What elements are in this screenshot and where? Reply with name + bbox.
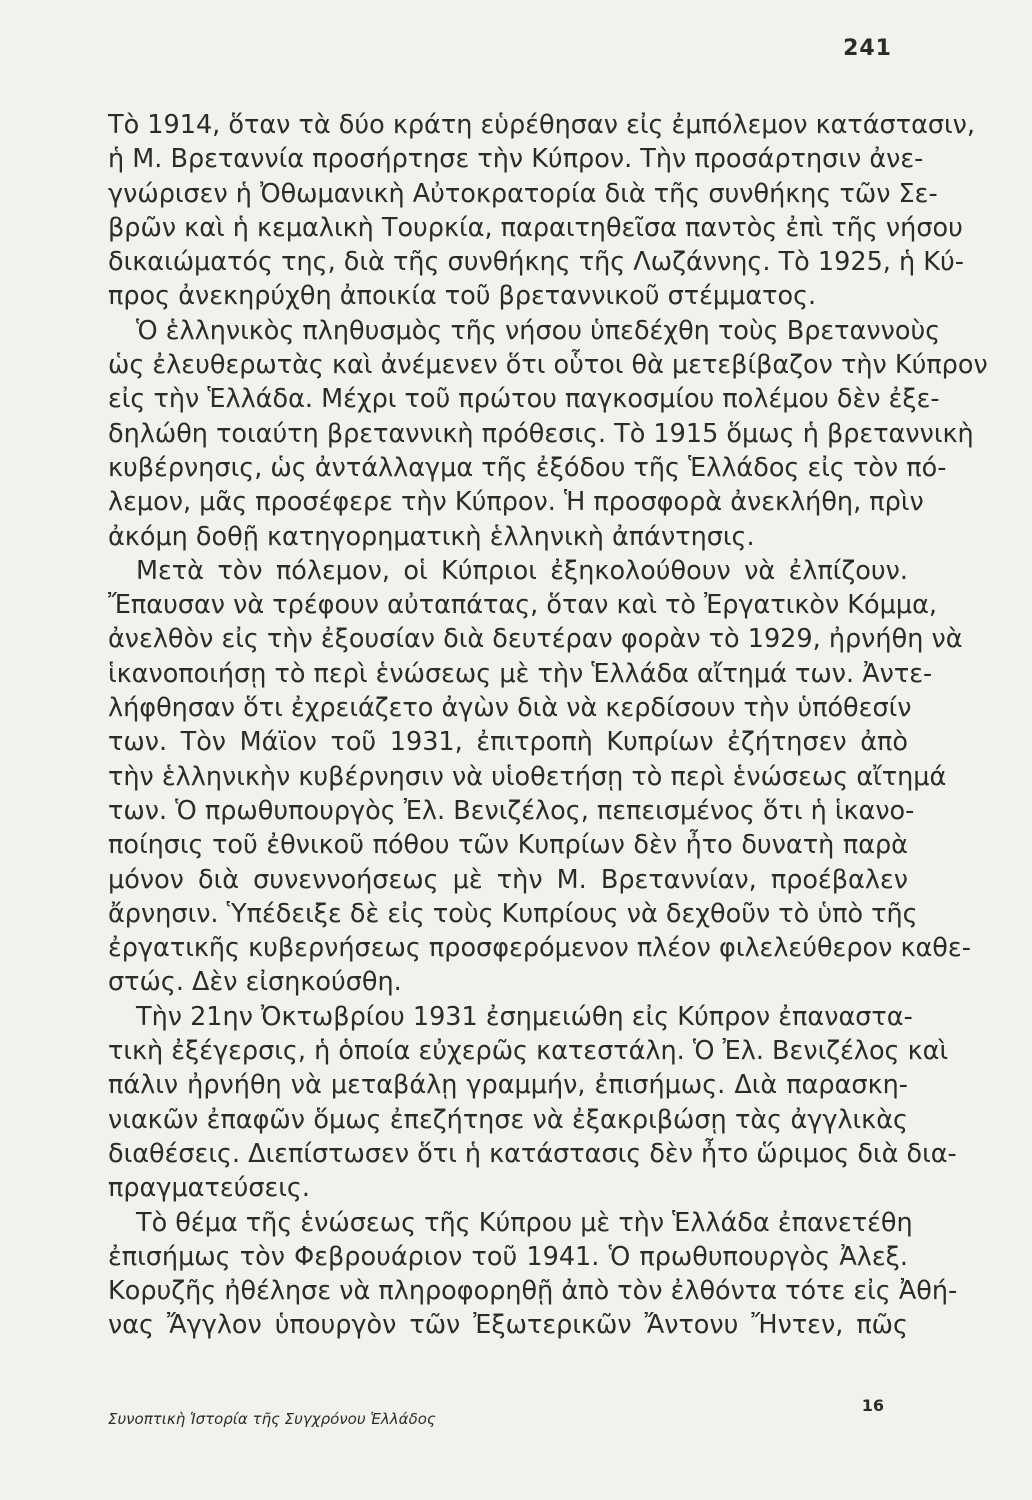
text-line: λεμον, μᾶς προσέφερε τὴν Κύπρον. Ἡ προσφορὰ ἀνεκλήθη, πρὶν [108, 487, 924, 518]
printer-signature-mark: 16 [861, 1396, 884, 1415]
text-line: νιακῶν ἐπαφῶν ὅμως ἐπεζήτησε νὰ ἐξακριβώσῃ τὰς ἀγγλικὰς [108, 1104, 908, 1135]
text-line: τικὴ ἐξέγερσις, ἡ ὁποία εὐχερῶς κατεστάλη. Ὁ Ἐλ. Βενιζέλος καὶ [108, 1036, 949, 1067]
text-line: δηλώθη τοιαύτη βρεταννικὴ πρόθεσις. Τὸ 1915 ὅμως ἡ βρεταννικὴ [108, 418, 974, 449]
text-line: των. Τὸν Μάϊον τοῦ 1931, ἐπιτροπὴ Κυπρίων ἐζήτησεν ἀπὸ [108, 727, 908, 758]
text-line: Ἔπαυσαν νὰ τρέφουν αὐταπάτας, ὅταν καὶ τὸ Ἐργατικὸν Κόμμα, [108, 590, 937, 621]
text-line: ποίησις τοῦ ἐθνικοῦ πόθου τῶν Κυπρίων δὲν ἦτο δυνατὴ παρὰ [108, 830, 908, 861]
text-line: Μετὰ τὸν πόλεμον, οἱ Κύπριοι ἐξηκολούθουν νὰ ἐλπίζουν. [136, 555, 908, 586]
text-line: διαθέσεις. Διεπίστωσεν ὅτι ἡ κατάστασις δὲν ἦτο ὥριμος διὰ δια- [108, 1138, 957, 1169]
text-line: Τὸ θέμα τῆς ἑνώσεως τῆς Κύπρου μὲ τὴν Ἑλλάδα ἐπανετέθη [136, 1207, 913, 1238]
text-line: λήφθησαν ὅτι ἐχρειάζετο ἀγὼν διὰ νὰ κερδίσουν τὴν ὑπόθεσίν [108, 693, 912, 724]
text-line: ἐπισήμως τὸν Φεβρουάριον τοῦ 1941. Ὁ πρωθυπουργὸς Ἀλεξ. [108, 1241, 908, 1272]
text-line: μόνον διὰ συνεννοήσεως μὲ τὴν Μ. Βρεταννίαν, προέβαλεν [108, 864, 908, 895]
text-line: των. Ὁ πρωθυπουργὸς Ἐλ. Βενιζέλος, πεπεισμένος ὅτι ἡ ἱκανο- [108, 795, 915, 826]
text-line: ἡ Μ. Βρεταννία προσήρτησε τὴν Κύπρον. Τὴν προσάρτησιν ἀνε- [108, 144, 924, 175]
text-line: κυβέρνησις, ὡς ἀντάλλαγμα τῆς ἐξόδου τῆς Ἑλλάδος εἰς τὸν πό- [108, 452, 947, 483]
text-line: Τὴν 21ην Ὀκτωβρίου 1931 ἐσημειώθη εἰς Κύπρον ἐπαναστα- [136, 1001, 913, 1032]
text-line: γνώρισεν ἡ Ὀθωμανικὴ Αὐτοκρατορία διὰ τῆς συνθήκης τῶν Σε- [108, 178, 938, 209]
text-line: ἄρνησιν. Ὑπέδειξε δὲ εἰς τοὺς Κυπρίους νὰ δεχθοῦν τὸ ὑπὸ τῆς [108, 898, 918, 929]
text-line: πραγματεύσεις. [108, 1173, 311, 1204]
text-line: Ὁ ἑλληνικὸς πληθυσμὸς τῆς νήσου ὑπεδέχθη τοὺς Βρεταννοὺς [136, 315, 941, 346]
text-line: βρῶν καὶ ἡ κεμαλικὴ Τουρκία, παραιτηθεῖσα παντὸς ἐπὶ τῆς νήσου [108, 212, 963, 243]
text-line: ἀνελθὸν εἰς τὴν ἐξουσίαν διὰ δευτέραν φορὰν τὸ 1929, ἠρνήθη νὰ [108, 624, 963, 655]
text-line: Κορυζῆς ἠθέλησε νὰ πληροφορηθῇ ἀπὸ τὸν ἐλθόντα τότε εἰς Ἀθή- [108, 1276, 958, 1307]
text-line: ἀκόμη δοθῇ κατηγορηματικὴ ἑλληνικὴ ἀπάντησις. [108, 521, 755, 552]
text-line: εἰς τὴν Ἑλλάδα. Μέχρι τοῦ πρώτου παγκοσμίου πολέμου δὲν ἐξε- [108, 384, 940, 415]
text-line: ἱκανοποιήσῃ τὸ περὶ ἑνώσεως μὲ τὴν Ἑλλάδα αἴτημά των. Ἀντε- [108, 658, 933, 689]
text-line: δικαιώματός της, διὰ τῆς συνθήκης τῆς Λωζάννης. Τὸ 1925, ἡ Κύ- [108, 247, 964, 278]
text-line: τὴν ἑλληνικὴν κυβέρνησιν νὰ υἱοθετήσῃ τὸ περὶ ἑνώσεως αἴτημά [108, 761, 947, 792]
body-text [108, 108, 988, 1343]
text-line: πάλιν ἠρνήθη νὰ μεταβάλῃ γραμμήν, ἐπισήμως. Διὰ παρασκη- [108, 1070, 908, 1101]
text-line: Τὸ 1914, ὅταν τὰ δύο κράτη εὑρέθησαν εἰς ἐμπόλεμον κατάστασιν, [108, 110, 976, 140]
page-number: 241 [843, 36, 892, 61]
text-line: προς ἀνεκηρύχθη ἀποικία τοῦ βρεταννικοῦ στέμματος. [108, 281, 817, 312]
text-line: ἐργατικῆς κυβερνήσεως προσφερόμενον πλέον φιλελεύθερον καθε- [108, 933, 971, 964]
text-line: νας Ἄγγλον ὑπουργὸν τῶν Ἐξωτερικῶν Ἄντονυ Ἤντεν, πῶς [108, 1310, 908, 1341]
text-line: στώς. Δὲν εἰσηκούσθη. [108, 967, 402, 998]
footer-book-title: Συνοπτικὴ Ἱστορία τῆς Συγχρόνου Ἑλλάδος [108, 1410, 436, 1428]
text-line: ὡς ἐλευθερωτὰς καὶ ἀνέμενεν ὅτι οὗτοι θὰ μετεβίβαζον τὴν Κύπρον [108, 350, 988, 381]
